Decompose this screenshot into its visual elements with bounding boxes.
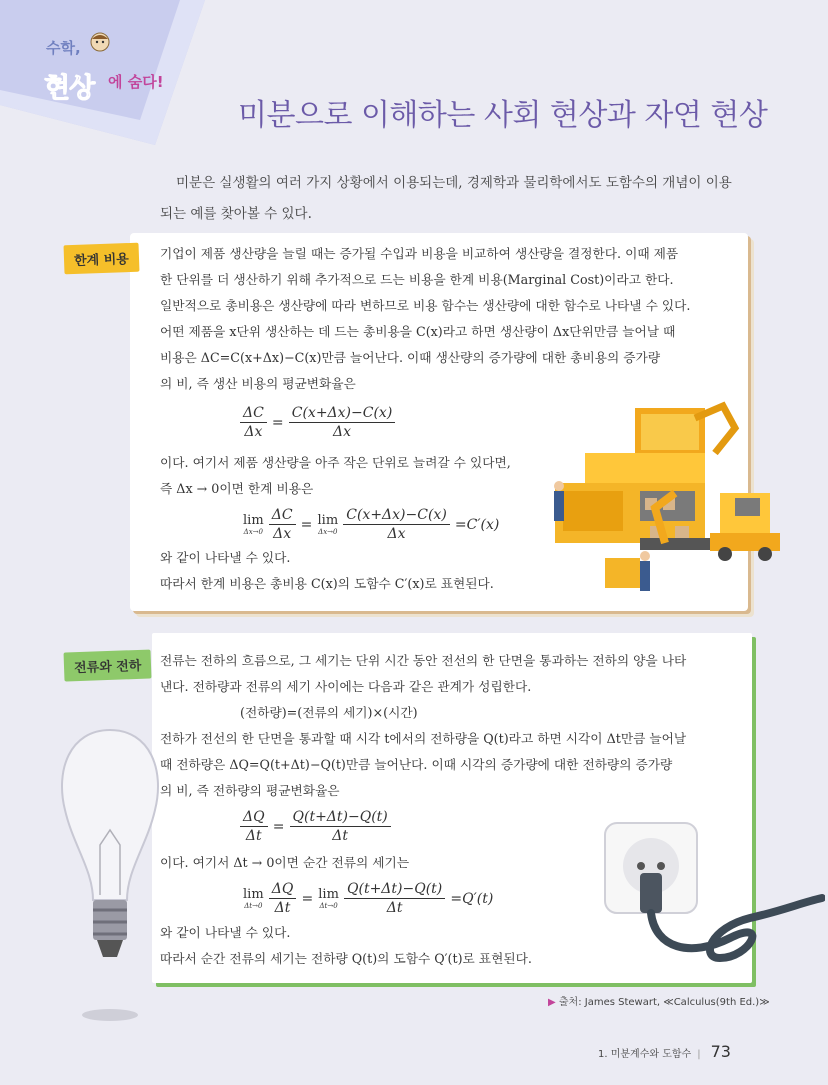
marginal-cost-text-3 [160, 545, 494, 597]
section-tag-current-charge: 전류와 전하 [64, 649, 152, 681]
lim-label: lim [243, 887, 264, 902]
formula-num: ΔC [269, 506, 296, 525]
text-line: 전하가 전선의 한 단면을 통과할 때 시각 t에서의 전하량을 Q(t)라고 하면 시각이 Δt만큼 늘어날 [160, 731, 687, 746]
formula-result: =C′(x) [454, 517, 500, 533]
text-line: 한 단위를 더 생산하기 위해 추가적으로 드는 비용을 한계 비용(Marginal Cost)이라고 한다. [160, 272, 674, 287]
current-text-4 [160, 920, 532, 972]
lim-sub: Δx→0 [318, 528, 338, 536]
text-line: 즉 Δx → 0이면 한계 비용은 [160, 481, 314, 496]
current-text-2 [160, 726, 686, 804]
source-citation [548, 993, 770, 1008]
formula-den: Δt [274, 900, 291, 916]
current-text-3 [160, 850, 409, 876]
formula-den: Δx [387, 526, 406, 542]
text-line: 일반적으로 총비용은 생산량에 따라 변하므로 비용 함수는 생산량에 대한 함수로 나타낼 수 있다. [160, 298, 691, 313]
source-arrow-icon: ▶ [548, 997, 556, 1008]
average-rate-formula-cost: $\frac{\Delta C}{\Delta x}$ = $\frac{C(x+\Delta x)-C(x)}{\Delta x}$ [240, 404, 395, 441]
formula-num: Q(t+Δt)−Q(t) [344, 880, 445, 899]
limit-formula-charge: lim Δt→0 $\frac{\Delta Q}{\Delta t}$ = lim Δt→0 $\frac{Q(t+\Delta t)-Q(t)}{\Delta t}$ =Q′(t) [243, 881, 494, 916]
factory-illustration [545, 398, 785, 603]
text-line: 따라서 한계 비용은 총비용 C(x)의 도함수 C′(x)로 표현된다. [160, 576, 494, 591]
formula-den: Δx [333, 424, 352, 440]
text-line: 이다. 여기서 Δt → 0이면 순간 전류의 세기는 [160, 855, 410, 870]
corner-title-suffix: 에 숨다! [108, 73, 164, 91]
charge-relation: (전하량)=(전류의 세기)×(시간) [240, 705, 418, 720]
light-bulb-illustration [55, 725, 165, 1035]
intro-line: 되는 예를 찾아볼 수 있다. [160, 206, 312, 222]
page-number: 73 [710, 1042, 731, 1061]
lim-sub: Δt→0 [244, 902, 263, 910]
lim-label: lim [243, 513, 264, 528]
text-line: 의 비, 즉 생산 비용의 평균변화율은 [160, 376, 356, 391]
text-line: 의 비, 즉 전하량의 평균변화율은 [160, 783, 340, 798]
text-line: 낸다. 전하량과 전류의 세기 사이에는 다음과 같은 관계가 성립한다. [160, 679, 532, 694]
current-text [160, 648, 686, 700]
formula-num: ΔC [240, 404, 267, 423]
limit-formula-cost: lim Δx→0 $\frac{\Delta C}{\Delta x}$ = lim Δx→0 $\frac{C(x+\Delta x)-C(x)}{\Delta x}$ =C′(x) [243, 507, 500, 542]
formula-num: C(x+Δx)−C(x) [343, 506, 450, 525]
lim-sub: Δx→0 [243, 528, 263, 536]
marginal-cost-text [160, 241, 690, 397]
lim-label: lim [317, 513, 339, 528]
text-line: 비용은 ΔC=C(x+Δx)−C(x)만큼 늘어난다. 이때 생산량의 증가량에 대한 총비용의 증가량 [160, 350, 661, 365]
corner-banner-shape [0, 0, 205, 145]
intro-paragraph [160, 168, 750, 230]
formula-den: Δt [386, 900, 403, 916]
section-tag-marginal-cost: 한계 비용 [64, 243, 140, 275]
page-title: 미분으로 이해하는 사회 현상과 자연 현상 [238, 98, 768, 133]
text-line: 이다. 여기서 제품 생산량을 아주 작은 단위로 늘려갈 수 있다면, [160, 455, 511, 470]
intro-line: 미분은 실생활의 여러 가지 상황에서 이용되는데, 경제학과 물리학에서도 도함수의 개념이 이용 [176, 175, 732, 191]
text-line: 와 같이 나타낼 수 있다. [160, 925, 291, 940]
lim-sub: Δt→0 [319, 902, 338, 910]
formula-num: C(x+Δx)−C(x) [289, 404, 396, 423]
text-line: 전류는 전하의 흐름으로, 그 세기는 단위 시간 동안 전선의 한 단면을 통과하는 전하의 양을 나타 [160, 653, 687, 668]
source-text: 출처: James Stewart, ≪Calculus(9th Ed.)≫ [558, 997, 770, 1008]
text-line: 와 같이 나타낼 수 있다. [160, 550, 291, 565]
power-socket-illustration [600, 818, 825, 968]
formula-num: Q(t+Δt)−Q(t) [290, 808, 391, 827]
formula-den: Δx [244, 424, 263, 440]
formula-result: =Q′(t) [450, 891, 494, 907]
marginal-cost-text-2 [160, 450, 511, 502]
chapter-label: 1. 미분계수와 도함수 [598, 1049, 692, 1060]
page-footer: 1. 미분계수와 도함수 | 73 [598, 1042, 731, 1061]
formula-num: ΔQ [240, 808, 268, 827]
lim-label: lim [318, 887, 339, 902]
formula-den: Δx [273, 526, 292, 542]
corner-title: 현상 [44, 73, 95, 104]
text-line: 따라서 순간 전류의 세기는 전하량 Q(t)의 도함수 Q′(t)로 표현된다. [160, 951, 532, 966]
corner-subtitle: 수학, [46, 39, 81, 57]
text-line: 어떤 제품을 x단위 생산하는 데 드는 총비용을 C(x)라고 하면 생산량이 Δx단위만큼 늘어날 때 [160, 324, 676, 339]
formula-den: Δt [332, 828, 349, 844]
text-line: 때 전하량은 ΔQ=Q(t+Δt)−Q(t)만큼 늘어난다. 이때 시각의 증가량에 대한 전하량의 증가량 [160, 757, 673, 772]
mascot-icon [88, 30, 112, 54]
text-line: 기업이 제품 생산량을 늘릴 때는 증가될 수입과 비용을 비교하여 생산량을 결정한다. 이때 제품 [160, 246, 679, 261]
formula-den: Δt [245, 828, 262, 844]
average-rate-formula-charge: $\frac{\Delta Q}{\Delta t}$ = $\frac{Q(t+\Delta t)-Q(t)}{\Delta t}$ [240, 808, 391, 845]
formula-num: ΔQ [269, 880, 297, 899]
